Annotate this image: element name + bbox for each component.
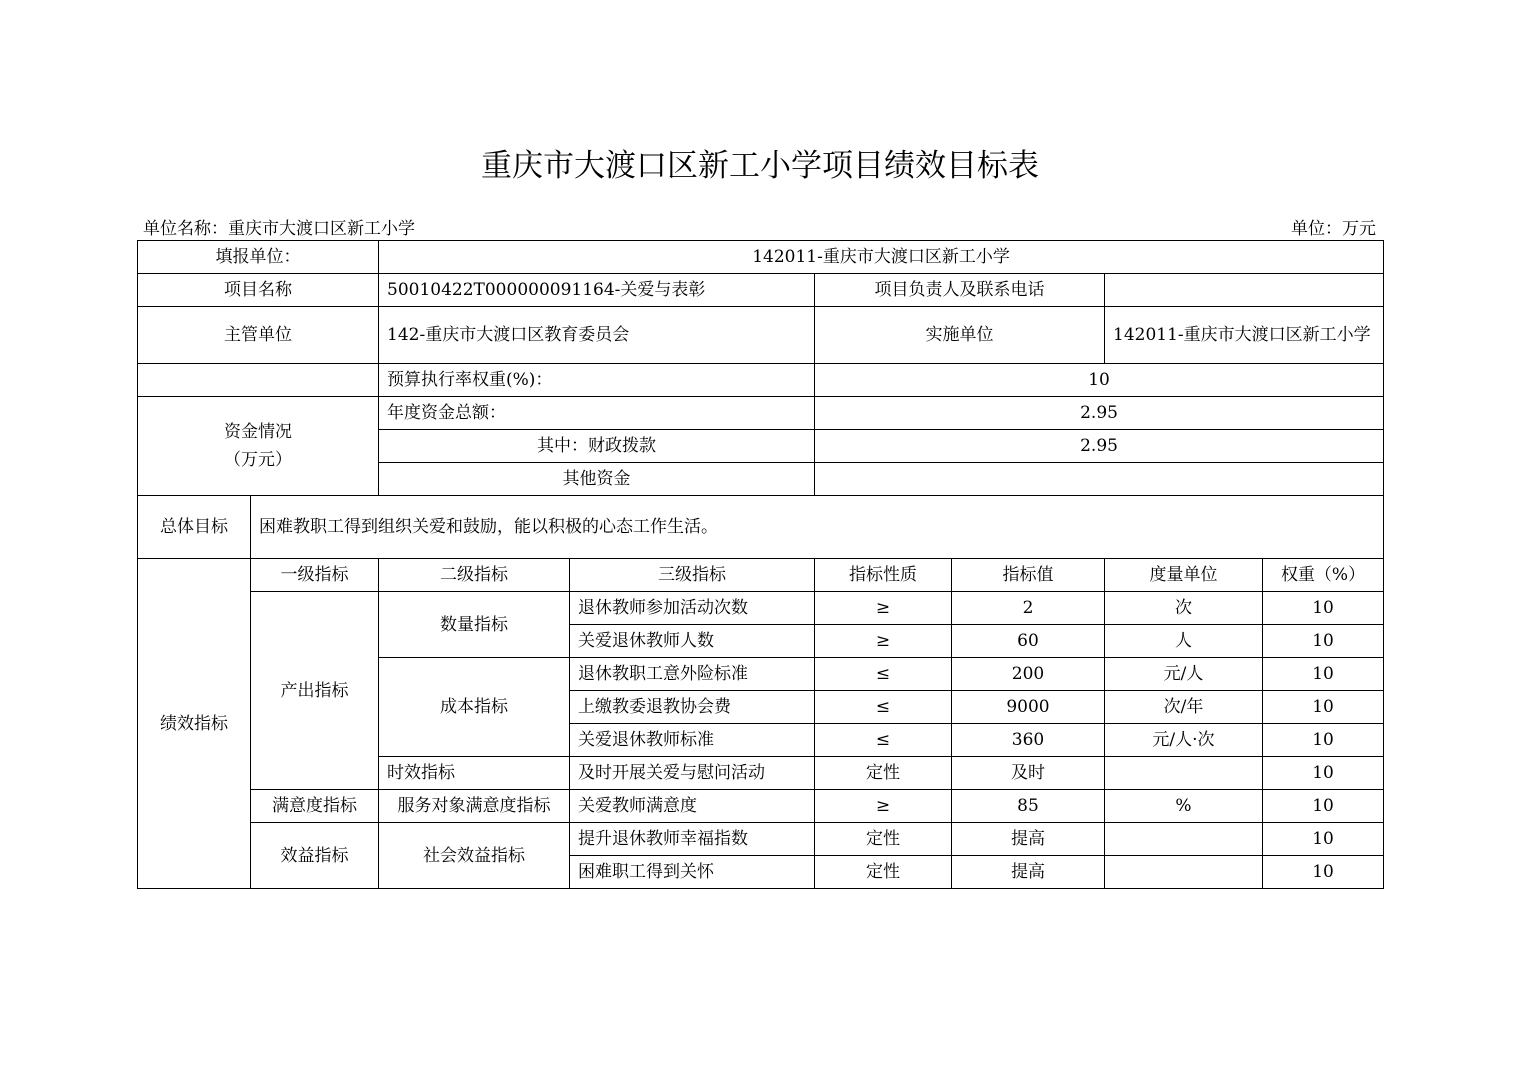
budget-weight-spacer	[138, 364, 379, 397]
fill-unit-label: 填报单位：	[138, 241, 379, 274]
level2-timeliness: 时效指标	[379, 757, 570, 790]
indicator-weight: 10	[1263, 592, 1384, 625]
level3-name: 上缴教委退教协会费	[570, 691, 815, 724]
indicator-weight: 10	[1263, 757, 1384, 790]
indicator-value: 提高	[952, 856, 1105, 889]
table-row	[138, 823, 1384, 856]
overall-goal-value: 困难教职工得到组织关爱和鼓励，能以积极的心态工作生活。	[251, 496, 1384, 559]
supervisor-value: 142-重庆市大渡口区教育委员会	[379, 307, 815, 364]
header-level1: 一级指标	[251, 559, 379, 592]
project-name-value: 50010422T000000091164-关爱与表彰	[379, 274, 815, 307]
indicator-weight: 10	[1263, 691, 1384, 724]
indicator-value: 2	[952, 592, 1105, 625]
indicator-value: 360	[952, 724, 1105, 757]
project-name-label: 项目名称	[138, 274, 379, 307]
level3-name: 关爱退休教师人数	[570, 625, 815, 658]
funds-label-line1: 资金情况	[224, 422, 292, 442]
header-weight: 权重（%）	[1263, 559, 1384, 592]
level2-quantity: 数量指标	[379, 592, 570, 658]
level3-name: 关爱退休教师标准	[570, 724, 815, 757]
indicator-unit: 人	[1105, 625, 1263, 658]
level3-name: 及时开展关爱与慰问活动	[570, 757, 815, 790]
annual-total-value: 2.95	[815, 397, 1384, 430]
indicator-nature: ≤	[815, 658, 952, 691]
indicator-unit	[1105, 757, 1263, 790]
indicator-nature: ≤	[815, 691, 952, 724]
indicator-nature: 定性	[815, 757, 952, 790]
indicator-value: 60	[952, 625, 1105, 658]
indicator-weight: 10	[1263, 625, 1384, 658]
implementer-label: 实施单位	[815, 307, 1105, 364]
annual-total-label: 年度资金总额：	[379, 397, 815, 430]
indicator-nature: 定性	[815, 856, 952, 889]
indicator-weight: 10	[1263, 823, 1384, 856]
budget-weight-label: 预算执行率权重(%)：	[379, 364, 815, 397]
header-unit: 度量单位	[1105, 559, 1263, 592]
indicator-weight: 10	[1263, 856, 1384, 889]
level2-social-benefit: 社会效益指标	[379, 823, 570, 889]
page-title: 重庆市大渡口区新工小学项目绩效目标表	[481, 148, 1039, 184]
level3-name: 提升退休教师幸福指数	[570, 823, 815, 856]
level3-name: 退休教职工意外险标准	[570, 658, 815, 691]
indicator-unit	[1105, 856, 1263, 889]
indicator-nature: ≤	[815, 724, 952, 757]
indicator-weight: 10	[1263, 790, 1384, 823]
project-leader-value	[1105, 274, 1384, 307]
indicator-unit: 元/人·次	[1105, 724, 1263, 757]
fill-unit-value: 142011-重庆市大渡口区新工小学	[379, 241, 1384, 274]
project-leader-label: 项目负责人及联系电话	[815, 274, 1105, 307]
table-row	[138, 790, 1384, 823]
unit-name: 单位名称：重庆市大渡口区新工小学	[143, 219, 415, 239]
table-row	[138, 592, 1384, 625]
indicator-value: 及时	[952, 757, 1105, 790]
indicator-nature: ≥	[815, 625, 952, 658]
overall-goal-label: 总体目标	[138, 496, 251, 559]
indicator-value: 200	[952, 658, 1105, 691]
indicator-unit: 元/人	[1105, 658, 1263, 691]
level3-name: 困难职工得到关怀	[570, 856, 815, 889]
indicator-weight: 10	[1263, 724, 1384, 757]
funds-label	[138, 397, 379, 496]
indicator-weight: 10	[1263, 658, 1384, 691]
indicator-nature: ≥	[815, 790, 952, 823]
other-funds-label: 其他资金	[379, 463, 815, 496]
perf-indicator-label: 绩效指标	[138, 559, 251, 889]
indicator-value: 9000	[952, 691, 1105, 724]
budget-weight-value: 10	[815, 364, 1384, 397]
indicator-unit	[1105, 823, 1263, 856]
indicator-unit: %	[1105, 790, 1263, 823]
performance-target-table	[137, 240, 1384, 889]
header-nature: 指标性质	[815, 559, 952, 592]
indicator-nature: 定性	[815, 823, 952, 856]
unit-currency: 单位：万元	[1291, 219, 1376, 239]
indicator-unit: 次/年	[1105, 691, 1263, 724]
indicator-unit: 次	[1105, 592, 1263, 625]
funds-label-line2: （万元）	[224, 450, 292, 470]
other-funds-value	[815, 463, 1384, 496]
implementer-value: 142011-重庆市大渡口区新工小学	[1105, 307, 1384, 364]
level1-satisfaction: 满意度指标	[251, 790, 379, 823]
fiscal-value: 2.95	[815, 430, 1384, 463]
fiscal-label: 其中：财政拨款	[379, 430, 815, 463]
header-level3: 三级指标	[570, 559, 815, 592]
level1-output: 产出指标	[251, 592, 379, 790]
level3-name: 关爱教师满意度	[570, 790, 815, 823]
level2-service-satisfaction: 服务对象满意度指标	[379, 790, 570, 823]
indicator-value: 提高	[952, 823, 1105, 856]
header-value: 指标值	[952, 559, 1105, 592]
header-level2: 二级指标	[379, 559, 570, 592]
indicator-value: 85	[952, 790, 1105, 823]
level3-name: 退休教师参加活动次数	[570, 592, 815, 625]
level1-benefit: 效益指标	[251, 823, 379, 889]
indicator-nature: ≥	[815, 592, 952, 625]
supervisor-label: 主管单位	[138, 307, 379, 364]
level2-cost: 成本指标	[379, 658, 570, 757]
